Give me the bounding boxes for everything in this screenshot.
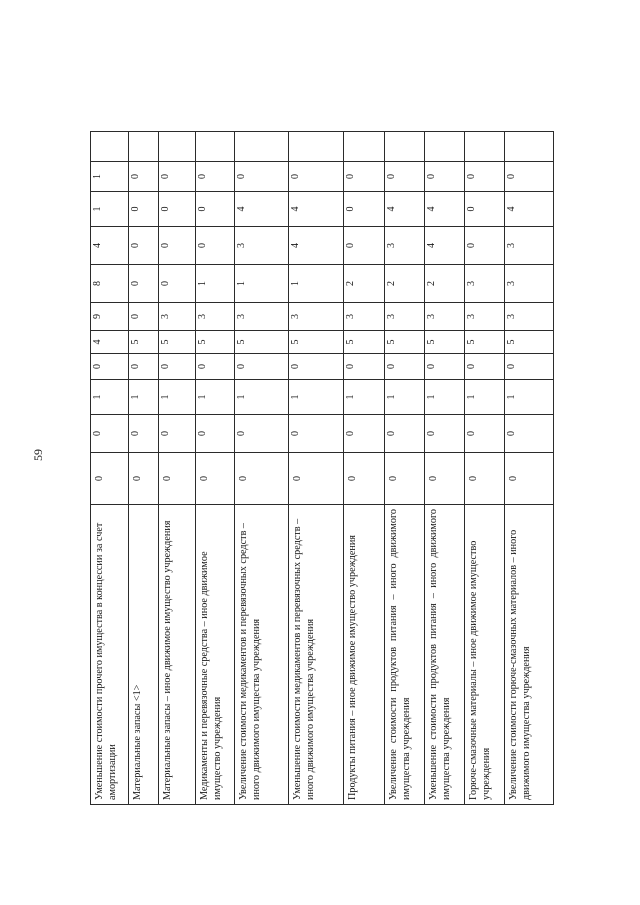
code-digit-cell: 1 xyxy=(91,162,129,192)
code-digit-cell: 0 xyxy=(91,453,129,505)
code-digit-cell: 0 xyxy=(385,162,425,192)
code-digit-cell: 5 xyxy=(465,331,505,354)
code-digit-cell: 1 xyxy=(159,380,196,415)
code-digit-cell: 4 xyxy=(425,192,465,227)
code-digit-cell: 0 xyxy=(235,415,289,453)
code-digit-cell: 0 xyxy=(344,162,385,192)
code-digit-cell: 3 xyxy=(465,265,505,303)
row-label: Материальные запасы <1> xyxy=(129,505,159,805)
code-digit-cell: 0 xyxy=(465,415,505,453)
code-digit-cell: 0 xyxy=(289,354,344,380)
code-digit-cell: 0 xyxy=(159,453,196,505)
code-digit-cell: 1 xyxy=(235,265,289,303)
code-digit-cell: 5 xyxy=(289,331,344,354)
code-digit-cell: 4 xyxy=(385,192,425,227)
table-row xyxy=(385,132,425,805)
code-digit-cell: 0 xyxy=(159,162,196,192)
empty-cell xyxy=(385,132,425,162)
code-digit-cell: 0 xyxy=(159,227,196,265)
code-digit-cell: 1 xyxy=(196,380,235,415)
code-digit-cell: 0 xyxy=(129,227,159,265)
code-digit-cell: 5 xyxy=(159,331,196,354)
code-digit-cell: 1 xyxy=(465,380,505,415)
code-digit-cell: 5 xyxy=(235,331,289,354)
rotated-table-container xyxy=(90,132,553,805)
code-digit-cell: 4 xyxy=(91,331,129,354)
code-digit-cell: 0 xyxy=(344,227,385,265)
table-row xyxy=(159,132,196,805)
code-digit-cell: 0 xyxy=(235,162,289,192)
code-digit-cell: 5 xyxy=(129,331,159,354)
row-label: Уменьшение стоимости продуктов питания – иного движимого имущества учреждения xyxy=(425,505,465,805)
code-digit-cell: 3 xyxy=(505,303,554,331)
code-digit-cell: 0 xyxy=(235,354,289,380)
code-digit-cell: 4 xyxy=(505,192,554,227)
code-digit-cell: 0 xyxy=(196,162,235,192)
row-label: Увеличение стоимости продуктов питания – иного движимого имущества учреждения xyxy=(385,505,425,805)
code-digit-cell: 0 xyxy=(129,162,159,192)
code-digit-cell: 3 xyxy=(505,227,554,265)
code-digit-cell: 1 xyxy=(196,265,235,303)
code-digit-cell: 0 xyxy=(344,192,385,227)
code-digit-cell: 0 xyxy=(159,265,196,303)
table-row xyxy=(505,132,554,805)
empty-cell xyxy=(505,132,554,162)
code-digit-cell: 4 xyxy=(289,227,344,265)
empty-cell xyxy=(289,132,344,162)
empty-cell xyxy=(91,132,129,162)
code-digit-cell: 3 xyxy=(425,303,465,331)
code-digit-cell: 0 xyxy=(196,415,235,453)
row-label: Уменьшение стоимости медикаментов и перевязочных средств – иного движимого имущества учреждения xyxy=(289,505,344,805)
code-digit-cell: 0 xyxy=(159,192,196,227)
row-label: Увеличение стоимости горюче-смазочных материалов – иного движимого имущества учреждения xyxy=(505,505,554,805)
code-digit-cell: 0 xyxy=(344,354,385,380)
code-digit-cell: 0 xyxy=(465,192,505,227)
code-digit-cell: 5 xyxy=(505,331,554,354)
accounts-table xyxy=(90,131,554,805)
code-digit-cell: 3 xyxy=(235,227,289,265)
code-digit-cell: 3 xyxy=(196,303,235,331)
code-digit-cell: 4 xyxy=(289,192,344,227)
code-digit-cell: 3 xyxy=(289,303,344,331)
code-digit-cell: 0 xyxy=(344,453,385,505)
empty-cell xyxy=(129,132,159,162)
code-digit-cell: 0 xyxy=(289,453,344,505)
code-digit-cell: 2 xyxy=(425,265,465,303)
table-row xyxy=(196,132,235,805)
empty-cell xyxy=(235,132,289,162)
code-digit-cell: 0 xyxy=(425,162,465,192)
code-digit-cell: 9 xyxy=(91,303,129,331)
code-digit-cell: 5 xyxy=(196,331,235,354)
code-digit-cell: 1 xyxy=(235,380,289,415)
empty-cell xyxy=(159,132,196,162)
code-digit-cell: 1 xyxy=(505,380,554,415)
code-digit-cell: 1 xyxy=(385,380,425,415)
code-digit-cell: 0 xyxy=(505,354,554,380)
code-digit-cell: 1 xyxy=(289,265,344,303)
code-digit-cell: 5 xyxy=(425,331,465,354)
row-label: Увеличение стоимости медикаментов и перевязочных средств – иного движимого имущества учреждения xyxy=(235,505,289,805)
code-digit-cell: 0 xyxy=(129,265,159,303)
code-digit-cell: 1 xyxy=(289,380,344,415)
code-digit-cell: 0 xyxy=(425,453,465,505)
code-digit-cell: 4 xyxy=(91,227,129,265)
code-digit-cell: 4 xyxy=(425,227,465,265)
code-digit-cell: 3 xyxy=(385,303,425,331)
row-label: Горюче-смазочные материалы – иное движимое имущество учреждения xyxy=(465,505,505,805)
code-digit-cell: 0 xyxy=(129,354,159,380)
code-digit-cell: 0 xyxy=(425,415,465,453)
empty-cell xyxy=(465,132,505,162)
code-digit-cell: 0 xyxy=(505,415,554,453)
table-row xyxy=(344,132,385,805)
code-digit-cell: 0 xyxy=(465,162,505,192)
code-digit-cell: 3 xyxy=(465,303,505,331)
code-digit-cell: 3 xyxy=(344,303,385,331)
table-row xyxy=(129,132,159,805)
row-label: Уменьшение стоимости прочего имущества в концессии за счет амортизации xyxy=(91,505,129,805)
code-digit-cell: 0 xyxy=(91,354,129,380)
code-digit-cell: 0 xyxy=(129,453,159,505)
code-digit-cell: 5 xyxy=(385,331,425,354)
code-digit-cell: 0 xyxy=(465,227,505,265)
code-digit-cell: 1 xyxy=(129,380,159,415)
code-digit-cell: 0 xyxy=(196,192,235,227)
table-row xyxy=(289,132,344,805)
empty-cell xyxy=(344,132,385,162)
code-digit-cell: 0 xyxy=(465,354,505,380)
code-digit-cell: 0 xyxy=(465,453,505,505)
empty-cell xyxy=(425,132,465,162)
code-digit-cell: 0 xyxy=(129,415,159,453)
row-label: Материальные запасы – иное движимое имущество учреждения xyxy=(159,505,196,805)
code-digit-cell: 0 xyxy=(289,415,344,453)
code-digit-cell: 0 xyxy=(196,354,235,380)
code-digit-cell: 2 xyxy=(385,265,425,303)
code-digit-cell: 0 xyxy=(385,453,425,505)
code-digit-cell: 0 xyxy=(505,162,554,192)
code-digit-cell: 3 xyxy=(385,227,425,265)
code-digit-cell: 0 xyxy=(235,453,289,505)
code-digit-cell: 8 xyxy=(91,265,129,303)
code-digit-cell: 0 xyxy=(425,354,465,380)
code-digit-cell: 0 xyxy=(196,453,235,505)
code-digit-cell: 0 xyxy=(289,162,344,192)
code-digit-cell: 0 xyxy=(385,354,425,380)
page-number: 59 xyxy=(31,449,45,461)
table-row xyxy=(235,132,289,805)
code-digit-cell: 0 xyxy=(129,303,159,331)
code-digit-cell: 0 xyxy=(129,192,159,227)
code-digit-cell: 3 xyxy=(159,303,196,331)
code-digit-cell: 1 xyxy=(344,380,385,415)
table-row xyxy=(425,132,465,805)
row-label: Продукты питания – иное движимое имущество учреждения xyxy=(344,505,385,805)
table-row xyxy=(465,132,505,805)
empty-cell xyxy=(196,132,235,162)
code-digit-cell: 0 xyxy=(159,354,196,380)
code-digit-cell: 3 xyxy=(235,303,289,331)
table-row xyxy=(91,132,129,805)
code-digit-cell: 1 xyxy=(425,380,465,415)
code-digit-cell: 0 xyxy=(385,415,425,453)
code-digit-cell: 0 xyxy=(91,415,129,453)
code-digit-cell: 0 xyxy=(505,453,554,505)
code-digit-cell: 4 xyxy=(235,192,289,227)
row-label: Медикаменты и перевязочные средства – иное движимое имущество учреждения xyxy=(196,505,235,805)
code-digit-cell: 1 xyxy=(91,380,129,415)
code-digit-cell: 3 xyxy=(505,265,554,303)
code-digit-cell: 0 xyxy=(196,227,235,265)
code-digit-cell: 2 xyxy=(344,265,385,303)
code-digit-cell: 5 xyxy=(344,331,385,354)
code-digit-cell: 0 xyxy=(344,415,385,453)
code-digit-cell: 0 xyxy=(159,415,196,453)
code-digit-cell: 1 xyxy=(91,192,129,227)
